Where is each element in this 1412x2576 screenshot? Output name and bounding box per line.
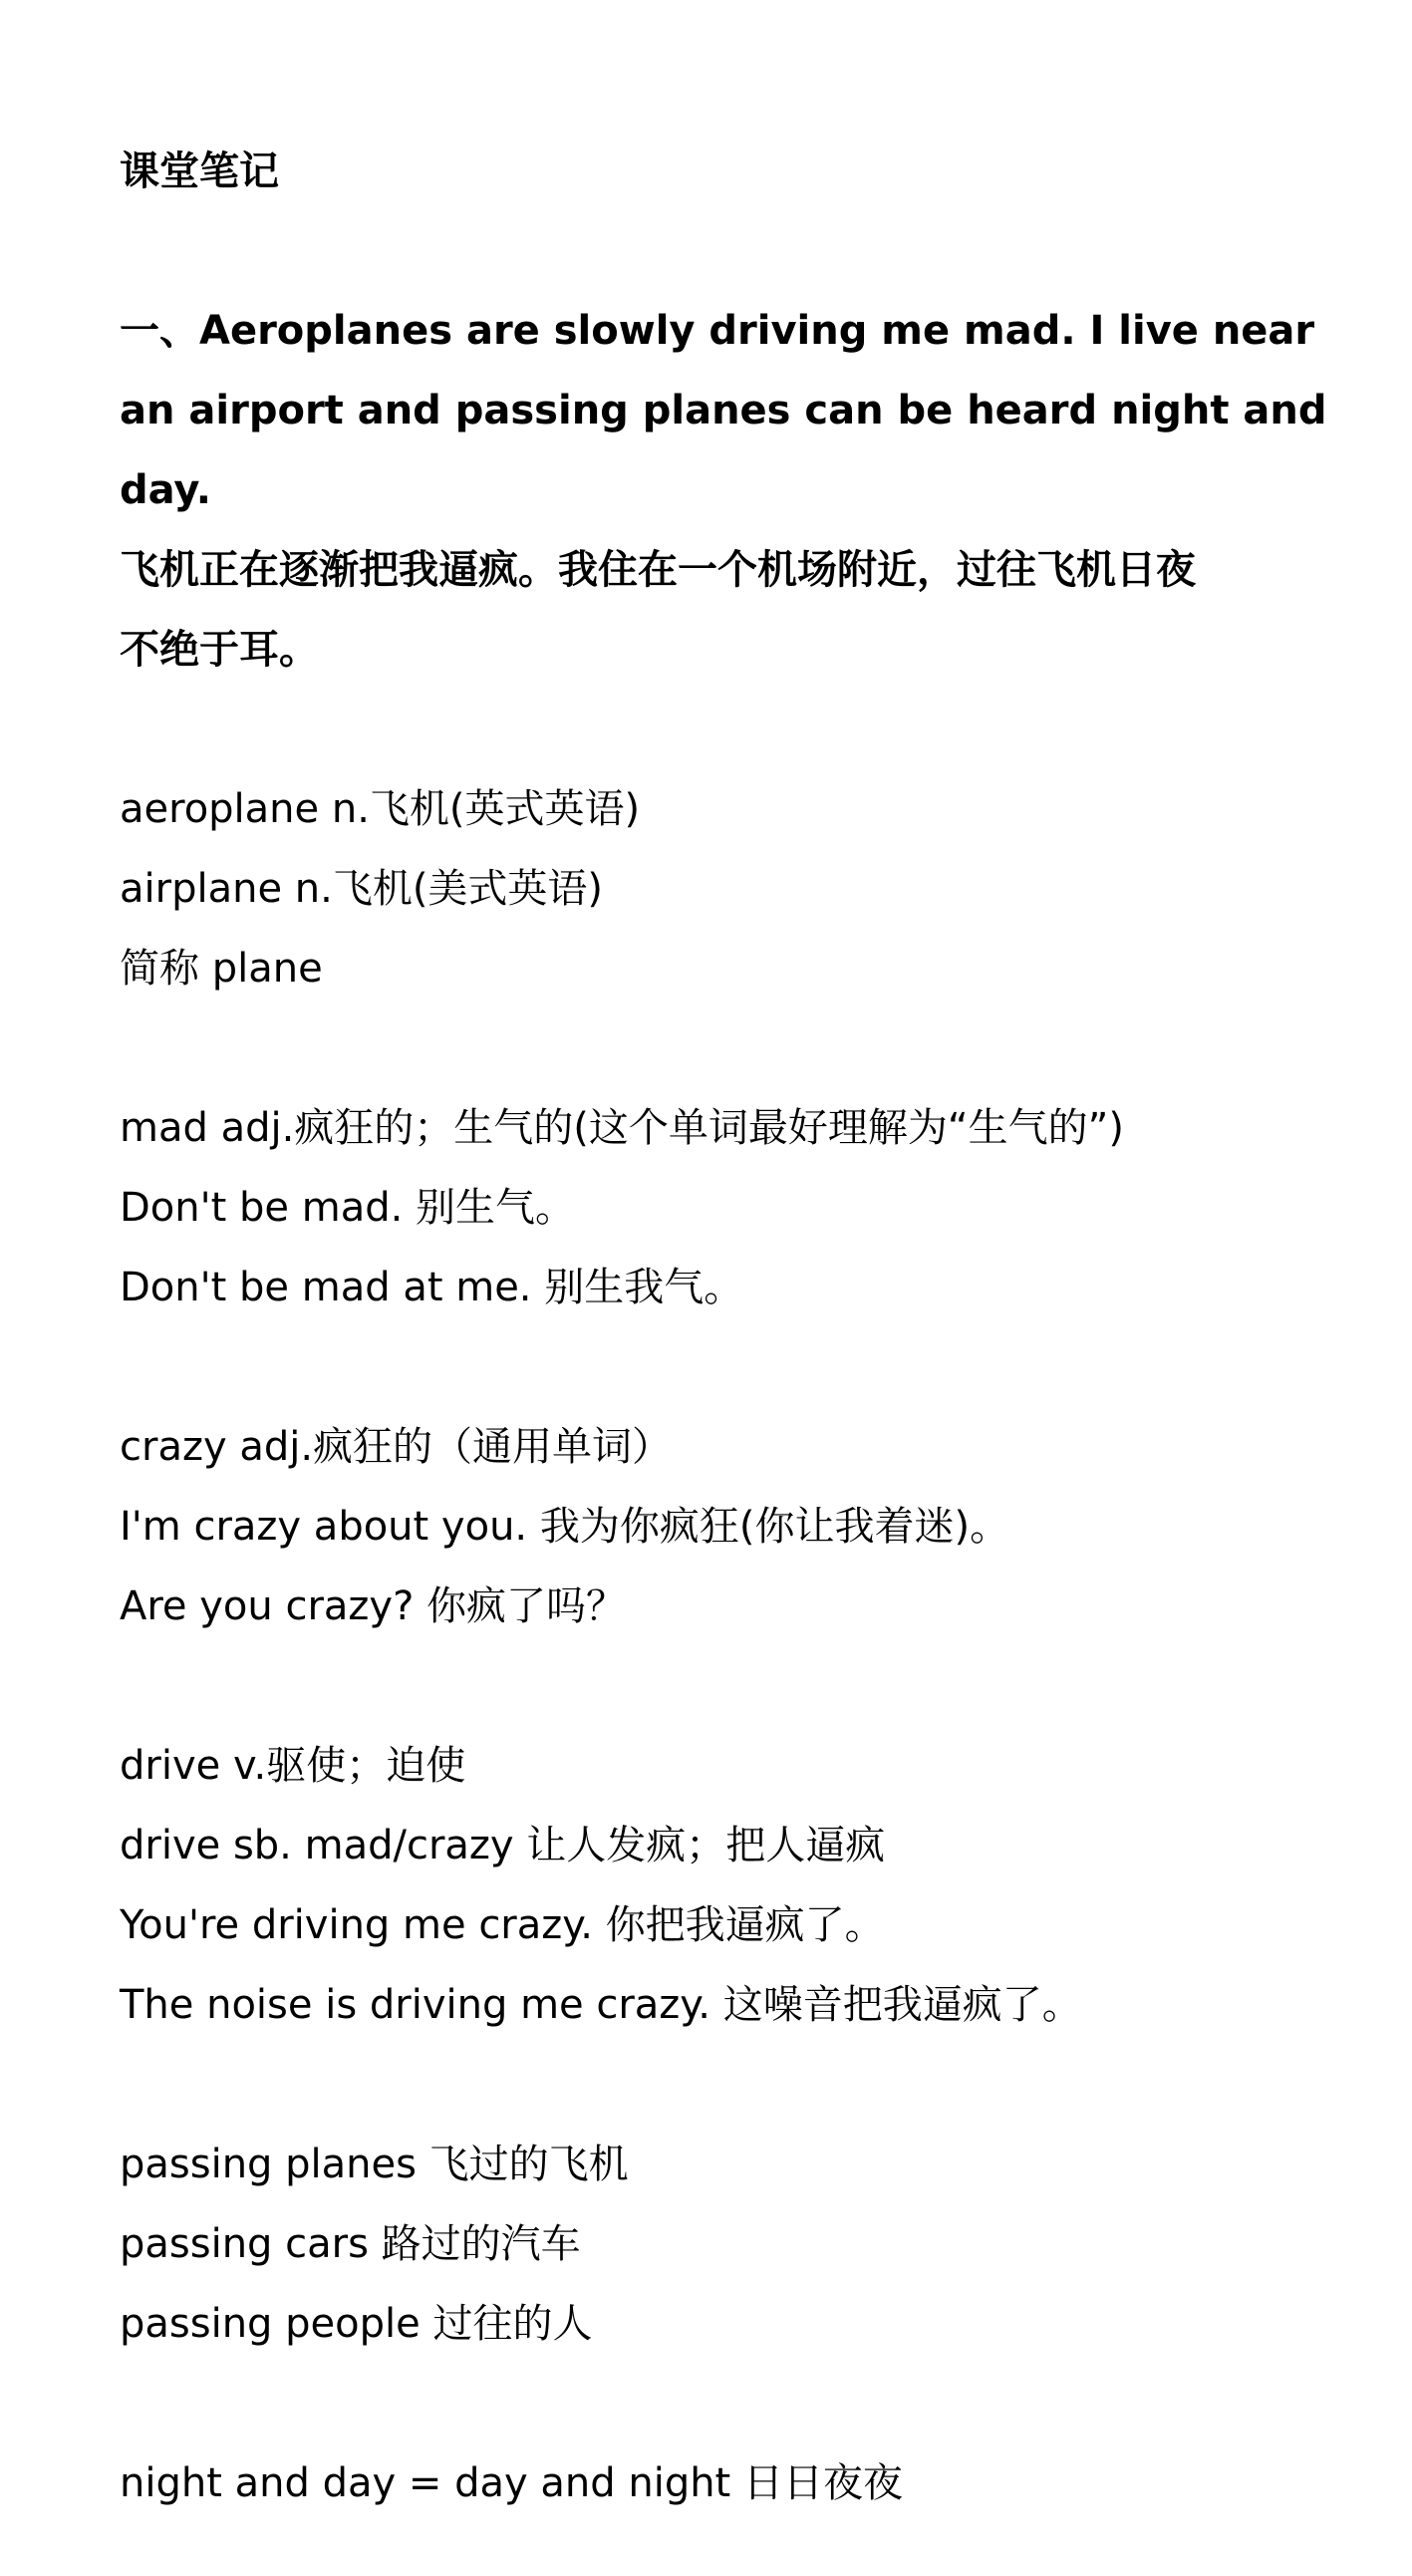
note-aeroplane: aeroplane n.飞机(英式英语) (120, 786, 641, 832)
sentence-en-line-2: an airport and passing planes can be heard night and (120, 388, 1327, 433)
note-passing-people: passing people 过往的人 (120, 2301, 593, 2347)
spacer (120, 2045, 1315, 2125)
spacer (120, 1008, 1315, 1088)
spacer (120, 211, 1315, 291)
note-drive: drive v.驱使；迫使 (120, 1743, 466, 1789)
example-drive-2: The noise is driving me crazy. 这噪音把我逼疯了。 (120, 1982, 1082, 2028)
example-mad-2: Don't be mad at me. 别生我气。 (120, 1265, 744, 1310)
note-mad: mad adj.疯狂的；生气的(这个单词最好理解为“生气的”) (120, 1105, 1124, 1151)
example-drive-1: You're driving me crazy. 你把我逼疯了。 (120, 1902, 885, 1948)
note-drive-phrase: drive sb. mad/crazy 让人发疯；把人逼疯 (120, 1823, 886, 1868)
spacer (120, 1646, 1315, 1726)
sentence-zh-line-1: 飞机正在逐渐把我逼疯。我住在一个机场附近，过往飞机日夜 (120, 547, 1196, 593)
sentence-en-line-3: day. (120, 467, 211, 513)
note-plane: 简称 plane (120, 946, 323, 992)
notes-page (120, 132, 1327, 2523)
spacer (120, 690, 1315, 769)
sentence-en-line-1: 一、Aeroplanes are slowly driving me mad. I live near (120, 308, 1315, 354)
example-crazy-1: I'm crazy about you. 我为你疯狂(你让我着迷)。 (120, 1504, 1010, 1550)
note-night-and-day: night and day = day and night 日日夜夜 (120, 2460, 903, 2506)
example-mad-1: Don't be mad. 别生气。 (120, 1185, 576, 1231)
page-title: 课堂笔记 (120, 148, 279, 194)
note-crazy: crazy adj.疯狂的（通用单词） (120, 1424, 673, 1470)
note-airplane: airplane n.飞机(美式英语) (120, 866, 604, 912)
note-passing-planes: passing planes 飞过的飞机 (120, 2142, 629, 2187)
sentence-zh-line-2: 不绝于耳。 (120, 627, 319, 673)
example-crazy-2: Are you crazy? 你疯了吗？ (120, 1583, 627, 1629)
spacer (120, 1327, 1315, 1407)
spacer (120, 2364, 1315, 2443)
note-passing-cars: passing cars 路过的汽车 (120, 2221, 581, 2267)
